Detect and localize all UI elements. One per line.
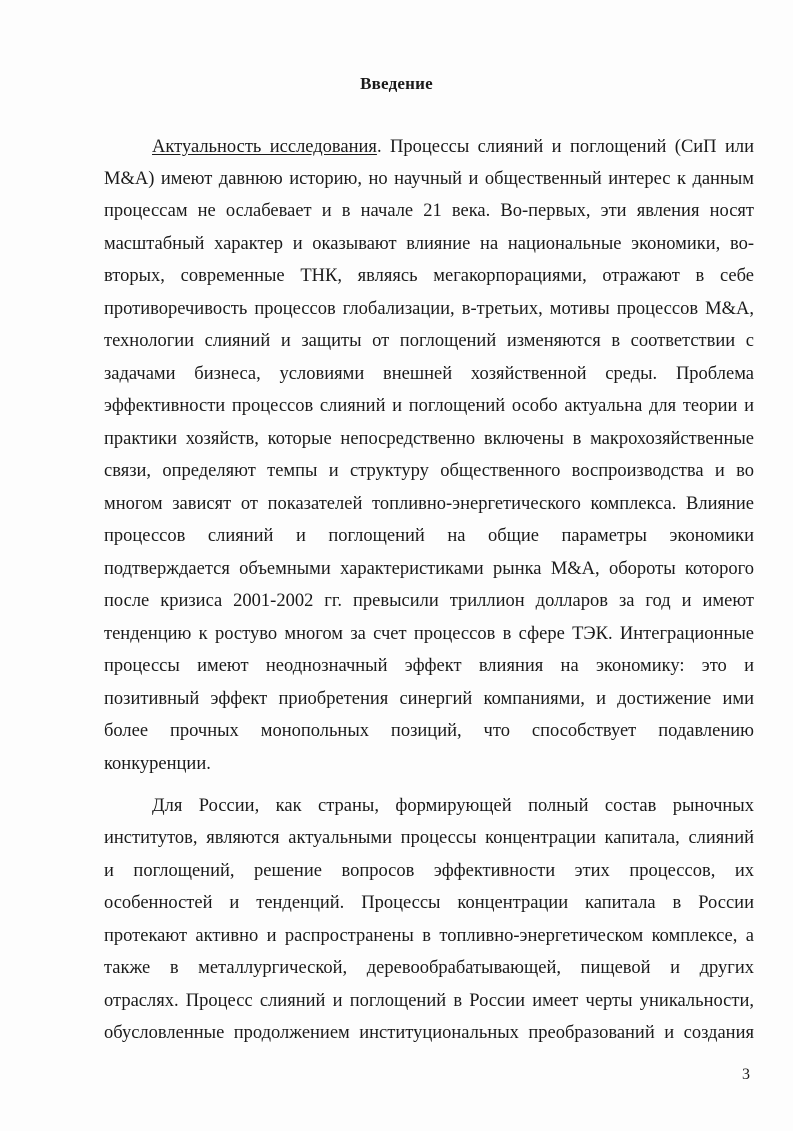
text-line: процессов слияний и поглощений на общие параметры экономики	[104, 526, 754, 546]
text-line: позитивный эффект приобретения синергий компаниями, и достижение ими	[104, 689, 754, 709]
text-line: задачами бизнеса, условиями внешней хозяйственной среды. Проблема	[104, 364, 754, 384]
text-fragment: . Процессы слияний и поглощений (СиП или	[376, 137, 754, 157]
text-line: отраслях. Процесс слияний и поглощений в России имеет черты уникальности,	[104, 991, 754, 1011]
text-line: Для России, как страны, формирующей полный состав рыночных	[152, 796, 754, 816]
page-title: Введение	[360, 74, 433, 93]
text-line: конкуренции.	[104, 754, 211, 774]
text-line: после кризиса 2001-2002 гг. превысили триллион долларов за год и имеют	[104, 591, 754, 611]
page-number: 3	[742, 1066, 750, 1083]
text-line: протекают активно и распространены в топливно-энергетическом комплексе, а	[104, 926, 754, 946]
text-line: особенностей и тенденций. Процессы концентрации капитала в России	[104, 893, 754, 913]
text-line: связи, определяют темпы и структуру общественного воспроизводства и во	[104, 461, 754, 481]
text-line: процессам не ослабевает и в начале 21 века. Во-первых, эти явления носят	[104, 201, 754, 221]
text-line: масштабный характер и оказывают влияние на национальные экономики, во-	[104, 234, 754, 254]
text-line: институтов, являются актуальными процессы концентрации капитала, слияний	[104, 828, 754, 848]
text-line: процессы имеют неоднозначный эффект влияния на экономику: это и	[104, 656, 754, 676]
text-line: обусловленные продолжением институциональных преобразований и создания	[104, 1023, 754, 1043]
text-line: многом зависят от показателей топливно-энергетического комплекса. Влияние	[104, 494, 754, 514]
text-line: и поглощений, решение вопросов эффективности этих процессов, их	[104, 861, 754, 881]
text-line: вторых, современные ТНК, являясь мегакорпорациями, отражают в себе	[104, 266, 754, 286]
text-line: более прочных монопольных позиций, что способствует подавлению	[104, 721, 754, 741]
text-line: практики хозяйств, которые непосредственно включены в макрохозяйственные	[104, 429, 754, 449]
text-line	[152, 136, 754, 158]
text-line: эффективности процессов слияний и поглощений особо актуальна для теории и	[104, 396, 754, 416]
text-line: технологии слияний и защиты от поглощений изменяются в соответствии с	[104, 331, 754, 351]
text-line: M&A) имеют давнюю историю, но научный и общественный интерес к данным	[104, 169, 754, 189]
text-line: также в металлургической, деревообрабатывающей, пищевой и других	[104, 958, 754, 978]
text-line: противоречивость процессов глобализации, в-третьих, мотивы процессов M&A,	[104, 299, 754, 319]
text-line: подтверждается объемными характеристиками рынка M&A, обороты которого	[104, 559, 754, 579]
section-heading-underlined: Актуальность исследования	[152, 137, 377, 157]
text-line: тенденцию к ростуво многом за счет процессов в сфере ТЭК. Интеграционные	[104, 624, 754, 644]
